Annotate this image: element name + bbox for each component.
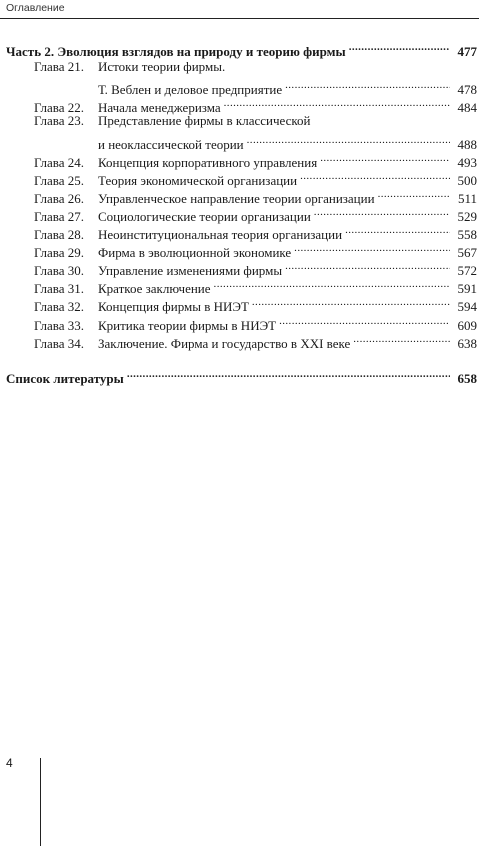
chapter-label: Глава 28. <box>34 227 85 243</box>
dot-leader <box>279 311 450 329</box>
chapter-page: 493 <box>457 154 477 170</box>
chapter-title: Краткое заключение <box>98 281 211 297</box>
chapter-title: Управленческое направление теории организации <box>98 190 375 206</box>
toc-bibliography-entry[interactable] <box>6 365 477 386</box>
chapter-label: Глава 21. <box>34 59 85 75</box>
chapter-page: 488 <box>457 136 477 152</box>
chapter-title: Концепция корпоративного управления <box>98 154 318 170</box>
chapter-title: Начала менеджеризма <box>98 100 221 116</box>
chapter-title: Критика теории фирмы в НИЭТ <box>98 317 277 333</box>
running-head: Оглавление <box>6 2 65 14</box>
chapter-label: Глава 31. <box>34 281 85 297</box>
dot-leader <box>127 365 450 383</box>
chapter-title: Фирма в эволюционной экономике <box>98 245 292 261</box>
chapter-title: Социологические теории организации <box>98 208 311 224</box>
toc-chapter-entry-continued[interactable] <box>6 76 477 98</box>
chapter-label: Глава 26. <box>34 190 85 206</box>
chapter-page: 591 <box>457 281 477 297</box>
dot-leader <box>214 275 450 293</box>
chapter-page: 567 <box>457 245 477 261</box>
chapter-page: 638 <box>457 335 477 351</box>
chapter-title: Управление изменениями фирмы <box>98 263 283 279</box>
dot-leader <box>300 167 450 185</box>
chapter-label: Глава 32. <box>34 299 85 315</box>
part-title: Часть 2. Эволюция взглядов на природу и теорию фирмы <box>6 44 346 60</box>
chapter-title: Истоки теории фирмы. <box>98 59 226 75</box>
chapter-title: Теория экономической организации <box>98 172 298 188</box>
dot-leader <box>349 38 450 56</box>
chapter-title: Т. Веблен и деловое предприятие <box>98 82 283 98</box>
dot-leader <box>285 76 450 94</box>
chapter-label: Глава 34. <box>34 335 85 351</box>
chapter-page: 572 <box>457 263 477 279</box>
chapter-label: Глава 33. <box>34 317 85 333</box>
page-number: 4 <box>6 756 13 770</box>
dot-leader <box>252 293 450 311</box>
table-of-contents <box>6 38 477 386</box>
chapter-page: 511 <box>457 190 477 206</box>
chapter-page: 484 <box>457 100 477 116</box>
chapter-title: Заключение. Фирма и государство в XXI веке <box>98 335 351 351</box>
chapter-label: Глава 22. <box>34 100 85 116</box>
chapter-page: 500 <box>457 172 477 188</box>
toc-chapter-entry-continued[interactable] <box>6 130 477 152</box>
chapter-page: 529 <box>457 208 477 224</box>
chapter-label: Глава 30. <box>34 263 85 279</box>
chapter-page: 478 <box>457 82 477 98</box>
dot-leader <box>353 330 450 348</box>
chapter-page: 609 <box>457 317 477 333</box>
chapter-title: Представление фирмы в классической <box>98 113 311 129</box>
footer-rule <box>40 758 41 846</box>
dot-leader <box>345 221 450 239</box>
toc-part-entry[interactable] <box>6 38 477 60</box>
chapter-page: 558 <box>457 227 477 243</box>
part-page: 477 <box>457 44 477 60</box>
chapter-title: Неоинституциональная теория организации <box>98 227 343 243</box>
dot-leader <box>247 130 450 148</box>
bibliography-title: Список литературы <box>6 370 124 386</box>
dot-leader <box>378 185 450 203</box>
dot-leader <box>314 203 450 221</box>
chapter-title: и неоклассической теории <box>98 136 244 152</box>
dot-leader <box>294 239 450 257</box>
header-rule <box>0 18 479 19</box>
chapter-label: Глава 25. <box>34 172 85 188</box>
chapter-label: Глава 29. <box>34 245 85 261</box>
chapter-title: Концепция фирмы в НИЭТ <box>98 299 249 315</box>
toc-chapter-entry[interactable] <box>6 112 477 130</box>
dot-leader <box>285 257 450 275</box>
chapter-label: Глава 23. <box>34 113 85 129</box>
chapter-label: Глава 27. <box>34 208 85 224</box>
dot-leader <box>224 94 450 112</box>
chapter-page: 594 <box>457 299 477 315</box>
chapter-label: Глава 24. <box>34 154 85 170</box>
bibliography-page: 658 <box>457 370 477 386</box>
dot-leader <box>320 149 450 167</box>
